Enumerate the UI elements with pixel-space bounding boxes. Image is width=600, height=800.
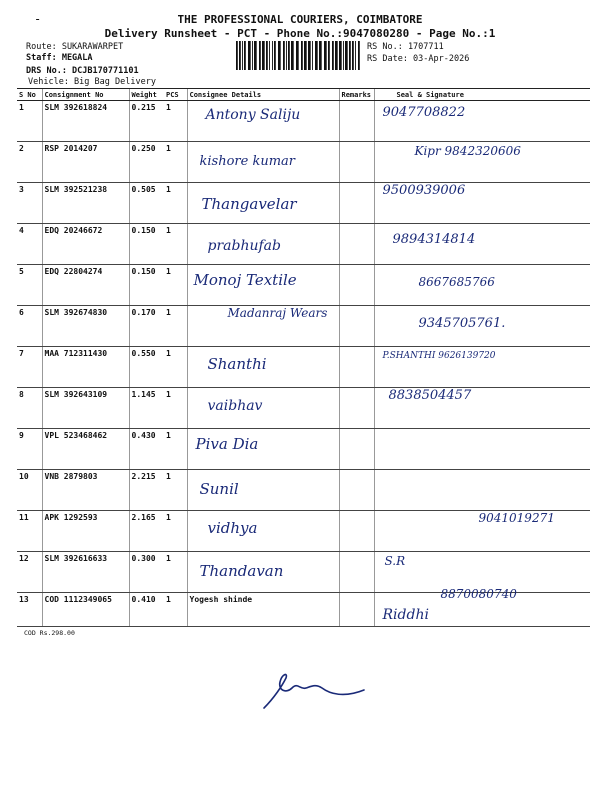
consignee-cell bbox=[187, 265, 339, 306]
barcode-bar bbox=[349, 41, 351, 70]
consignee-name: prabhufab bbox=[207, 238, 281, 254]
barcode-bar bbox=[244, 41, 246, 70]
table-row bbox=[17, 429, 590, 470]
barcode-bar bbox=[355, 41, 356, 70]
table-row bbox=[17, 470, 590, 511]
signature-text: 9047708822 bbox=[382, 105, 466, 120]
signature-text: 8838504457 bbox=[388, 388, 472, 403]
sno-cell: 6 bbox=[17, 306, 42, 347]
barcode-bar bbox=[291, 41, 294, 70]
consignee-name: Thandavan bbox=[199, 562, 284, 580]
sno-cell: 12 bbox=[17, 552, 42, 593]
consignee-cell bbox=[187, 511, 339, 552]
barcode-bar bbox=[324, 41, 327, 70]
pcs-cell: 1 bbox=[164, 593, 187, 627]
barcode-bar bbox=[328, 41, 330, 70]
barcode-bar bbox=[304, 41, 307, 70]
sno-cell: 9 bbox=[17, 429, 42, 470]
weight-cell: 0.505 bbox=[129, 183, 164, 224]
signature-text: 9500939006 bbox=[382, 183, 466, 198]
remarks-cell bbox=[339, 101, 374, 142]
sno-cell: 13 bbox=[17, 593, 42, 627]
consignee-cell bbox=[187, 388, 339, 429]
pcs-cell: 1 bbox=[164, 552, 187, 593]
consignee-name: vaibhav bbox=[207, 398, 263, 414]
consignment-cell: VPL 523468462 bbox=[42, 429, 129, 470]
consignee-name: Thangavelar bbox=[201, 195, 297, 213]
barcode-bar bbox=[339, 41, 342, 70]
col-consignment: Consignment No bbox=[42, 89, 129, 101]
signature-cell bbox=[374, 429, 590, 470]
barcode-bar bbox=[308, 41, 311, 70]
consignment-cell: MAA 712311430 bbox=[42, 347, 129, 388]
company-title: THE PROFESSIONAL COURIERS, COIMBATORE bbox=[177, 13, 423, 26]
pcs-cell: 1 bbox=[164, 306, 187, 347]
table-row bbox=[17, 593, 590, 627]
barcode-bar bbox=[262, 41, 265, 70]
consignee-cell bbox=[187, 142, 339, 183]
consignee-cell bbox=[187, 224, 339, 265]
signature-text: Riddhi bbox=[382, 607, 429, 623]
col-consignee: Consignee Details bbox=[187, 89, 339, 101]
sno-cell: 4 bbox=[17, 224, 42, 265]
remarks-cell bbox=[339, 265, 374, 306]
weight-cell: 2.165 bbox=[129, 511, 164, 552]
weight-cell: 0.250 bbox=[129, 142, 164, 183]
barcode-bar bbox=[266, 41, 268, 70]
consignee-name: Sunil bbox=[199, 480, 239, 498]
signature-cell bbox=[374, 142, 590, 183]
table-row bbox=[17, 347, 590, 388]
pcs-cell: 1 bbox=[164, 183, 187, 224]
weight-cell: 0.410 bbox=[129, 593, 164, 627]
remarks-cell bbox=[339, 183, 374, 224]
remarks-cell bbox=[339, 306, 374, 347]
barcode-bar bbox=[358, 41, 360, 70]
consignee-cell bbox=[187, 429, 339, 470]
consignment-cell: SLM 392521238 bbox=[42, 183, 129, 224]
barcode-bar bbox=[315, 41, 318, 70]
sno-cell: 11 bbox=[17, 511, 42, 552]
barcode-bar bbox=[352, 41, 354, 70]
remarks-cell bbox=[339, 224, 374, 265]
sno-cell: 10 bbox=[17, 470, 42, 511]
weight-cell: 1.145 bbox=[129, 388, 164, 429]
signature-cell bbox=[374, 101, 590, 142]
weight-cell: 2.215 bbox=[129, 470, 164, 511]
table-row bbox=[17, 306, 590, 347]
col-signature: Seal & Signature bbox=[374, 89, 590, 101]
barcode-bar bbox=[272, 41, 273, 70]
consignee-name: kishore kumar bbox=[199, 154, 295, 169]
vehicle-label: Vehicle: Big Bag Delivery bbox=[28, 77, 156, 87]
col-weight: Weight bbox=[129, 89, 164, 101]
pcs-cell: 1 bbox=[164, 347, 187, 388]
consignment-cell: VNB 2879803 bbox=[42, 470, 129, 511]
consignee-name: vidhya bbox=[207, 519, 258, 537]
signature-cell bbox=[374, 265, 590, 306]
barcode-bar bbox=[252, 41, 253, 70]
barcode-bar bbox=[283, 41, 285, 70]
consignee-name: Antony Saliju bbox=[205, 107, 301, 123]
signature-text: Kipr 9842320606 bbox=[414, 144, 521, 158]
table-row bbox=[17, 183, 590, 224]
dash-mark: - bbox=[34, 12, 42, 26]
barcode-bar bbox=[278, 41, 281, 70]
weight-cell: 0.430 bbox=[129, 429, 164, 470]
consignment-cell: SLM 392618824 bbox=[42, 101, 129, 142]
consignee-name: Yogesh shinde bbox=[189, 595, 253, 604]
cod-amount: COD Rs.298.00 bbox=[24, 629, 75, 637]
table-header-row bbox=[17, 89, 590, 101]
barcode-bar bbox=[288, 41, 290, 70]
sno-cell: 7 bbox=[17, 347, 42, 388]
table-row bbox=[17, 224, 590, 265]
remarks-cell bbox=[339, 593, 374, 627]
runsheet-table bbox=[17, 88, 590, 627]
barcode-bar bbox=[239, 41, 241, 70]
consignee-cell bbox=[187, 470, 339, 511]
barcode-bar bbox=[274, 41, 276, 70]
signature-cell bbox=[374, 470, 590, 511]
consignee-cell bbox=[187, 552, 339, 593]
pcs-cell: 1 bbox=[164, 388, 187, 429]
weight-cell: 0.300 bbox=[129, 552, 164, 593]
barcode-bar bbox=[296, 41, 299, 70]
table-row bbox=[17, 265, 590, 306]
consignee-cell bbox=[187, 347, 339, 388]
consignee-cell bbox=[187, 306, 339, 347]
sno-cell: 1 bbox=[17, 101, 42, 142]
runsheet-subtitle: Delivery Runsheet - PCT - Phone No.:9047080280 - Page No.:1 bbox=[104, 27, 496, 40]
consignment-cell: SLM 392616633 bbox=[42, 552, 129, 593]
pcs-cell: 1 bbox=[164, 470, 187, 511]
remarks-cell bbox=[339, 142, 374, 183]
drs-number: DRS No.: DCJB170771101 bbox=[26, 66, 139, 76]
signature-cell bbox=[374, 511, 590, 552]
remarks-cell bbox=[339, 552, 374, 593]
pcs-cell: 1 bbox=[164, 511, 187, 552]
pcs-cell: 1 bbox=[164, 265, 187, 306]
signature-cell bbox=[374, 388, 590, 429]
weight-cell: 0.170 bbox=[129, 306, 164, 347]
consignee-name: Shanthi bbox=[207, 355, 267, 373]
pcs-cell: 1 bbox=[164, 142, 187, 183]
signature-text: P.SHANTHI 9626139720 bbox=[382, 351, 496, 361]
consignment-cell: SLM 392674830 bbox=[42, 306, 129, 347]
consignment-cell: APK 1292593 bbox=[42, 511, 129, 552]
barcode-bar bbox=[301, 41, 303, 70]
remarks-cell bbox=[339, 470, 374, 511]
barcode-bar bbox=[248, 41, 251, 70]
signature-text: 8667685766 bbox=[418, 275, 495, 289]
sno-cell: 8 bbox=[17, 388, 42, 429]
consignment-cell: EDQ 22804274 bbox=[42, 265, 129, 306]
consignee-cell bbox=[187, 183, 339, 224]
consignee-name: Madanraj Wears bbox=[227, 306, 328, 320]
signature-cell bbox=[374, 183, 590, 224]
barcode-bar bbox=[254, 41, 257, 70]
staff-label: Staff: MEGALA bbox=[26, 53, 93, 63]
signature-cell bbox=[374, 306, 590, 347]
barcode-bar bbox=[319, 41, 322, 70]
signature-text: 9345705761. bbox=[418, 316, 506, 331]
barcode-bar bbox=[332, 41, 334, 70]
table-row bbox=[17, 388, 590, 429]
remarks-cell bbox=[339, 429, 374, 470]
sno-cell: 5 bbox=[17, 265, 42, 306]
barcode-bar bbox=[286, 41, 287, 70]
remarks-cell bbox=[339, 347, 374, 388]
barcode-bar bbox=[269, 41, 270, 70]
sno-cell: 3 bbox=[17, 183, 42, 224]
barcode-bar bbox=[345, 41, 348, 70]
consignment-cell: EDQ 20246672 bbox=[42, 224, 129, 265]
table-row bbox=[17, 101, 590, 142]
remarks-cell bbox=[339, 388, 374, 429]
consignee-cell bbox=[187, 593, 339, 627]
weight-cell: 0.150 bbox=[129, 265, 164, 306]
consignment-cell: COD 1112349065 bbox=[42, 593, 129, 627]
barcode-bar bbox=[259, 41, 261, 70]
sno-cell: 2 bbox=[17, 142, 42, 183]
signature-text: 9041019271 bbox=[478, 511, 555, 525]
remarks-cell bbox=[339, 511, 374, 552]
route-label: Route: SUKARAWARPET bbox=[26, 42, 124, 52]
pcs-cell: 1 bbox=[164, 101, 187, 142]
consignee-name: Monoj Textile bbox=[193, 271, 297, 289]
consignment-cell: RSP 2014207 bbox=[42, 142, 129, 183]
signature-text: 9894314814 bbox=[392, 232, 476, 247]
pcs-cell: 1 bbox=[164, 429, 187, 470]
barcode-image bbox=[236, 41, 364, 70]
weight-cell: 0.150 bbox=[129, 224, 164, 265]
barcode-bar bbox=[236, 41, 238, 70]
signature-cell bbox=[374, 224, 590, 265]
signature-cell bbox=[374, 587, 590, 627]
pcs-cell: 1 bbox=[164, 224, 187, 265]
table-row bbox=[17, 511, 590, 552]
consignment-cell: SLM 392643109 bbox=[42, 388, 129, 429]
consignee-name: Piva Dia bbox=[195, 435, 259, 453]
signature-text: S.R bbox=[384, 554, 406, 568]
rs-date: RS Date: 03-Apr-2026 bbox=[367, 54, 470, 64]
rs-number: RS No.: 1707711 bbox=[367, 42, 444, 52]
signature-text: 8870080740 bbox=[440, 587, 517, 601]
barcode-bar bbox=[242, 41, 243, 70]
table-row bbox=[17, 142, 590, 183]
weight-cell: 0.550 bbox=[129, 347, 164, 388]
consignee-cell bbox=[187, 101, 339, 142]
barcode-bar bbox=[312, 41, 313, 70]
col-pcs: PCS bbox=[164, 89, 187, 101]
authorized-signature bbox=[260, 664, 370, 714]
barcode-bar bbox=[343, 41, 344, 70]
barcode-bar bbox=[335, 41, 338, 70]
weight-cell: 0.215 bbox=[129, 101, 164, 142]
col-remarks: Remarks bbox=[339, 89, 374, 101]
col-sno: S No bbox=[17, 89, 42, 101]
signature-cell bbox=[374, 347, 590, 388]
